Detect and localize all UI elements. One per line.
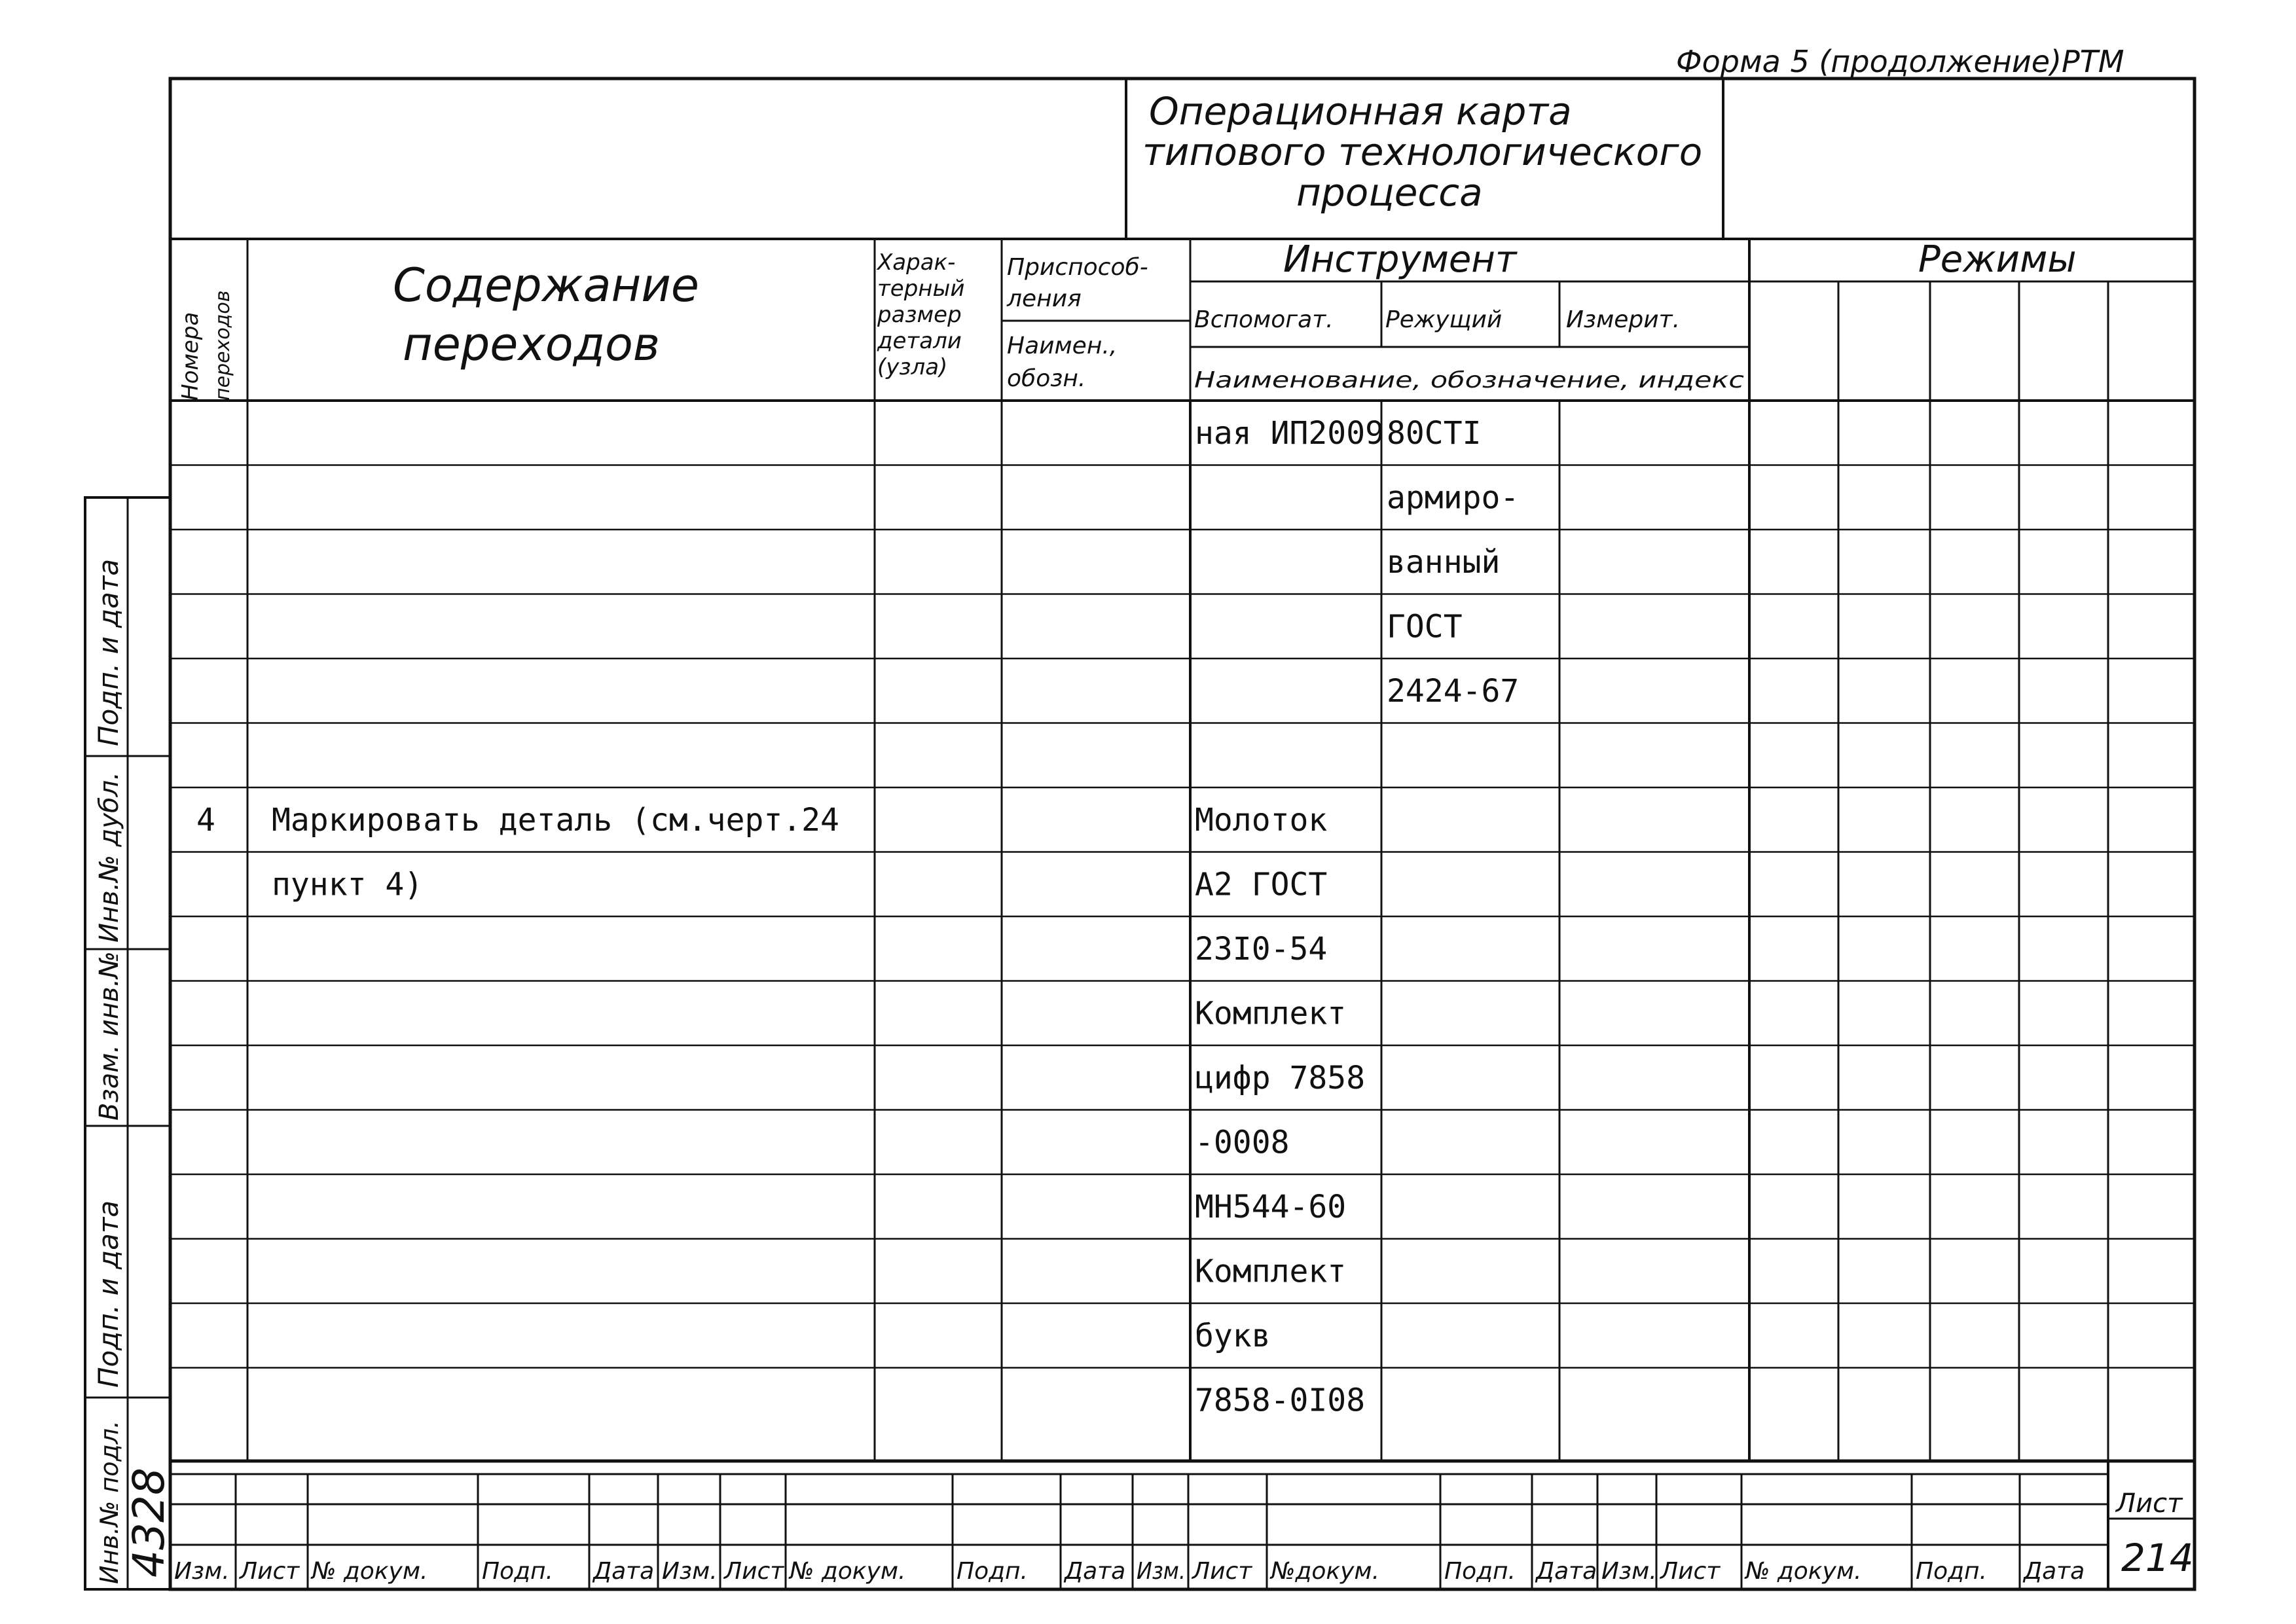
stamp-label: Дата [1536, 1558, 1597, 1585]
table-row [170, 594, 2195, 645]
side-label-dup-inv: Инв.№ дубл. [94, 772, 124, 943]
col-char-label-1: Харак- [877, 249, 956, 276]
stamp-label: Подп. [482, 1558, 553, 1585]
row-aux-tool-cell: 7858-0I08 [1195, 1382, 1366, 1419]
row-aux-tool-cell: -0008 [1195, 1124, 1290, 1161]
side-label-sign-date-1: Подп. и дата [92, 558, 124, 746]
stamp-label: Подп. [957, 1558, 1028, 1585]
stamp-label: № докум. [790, 1558, 906, 1585]
table-row [170, 787, 2195, 839]
table-row [170, 530, 2195, 581]
bottom-stamp [170, 1461, 2195, 1589]
row-aux-tool-cell: Комплект [1195, 1253, 1347, 1290]
stamp-label: Лист [1192, 1558, 1252, 1585]
stamp-label: Изм. [1137, 1558, 1186, 1585]
stamp-label: № докум. [312, 1558, 428, 1585]
stamp-label: № докум. [1745, 1558, 1862, 1585]
table-row [170, 1110, 2195, 1161]
stamp-label: Дата [1065, 1558, 1126, 1585]
table-row [170, 916, 2195, 967]
row-aux-tool-cell: ная ИП2009 [1195, 415, 1384, 452]
stamp-label: Изм. [174, 1558, 230, 1585]
table-row [170, 852, 2195, 903]
column-headers [170, 238, 2195, 401]
operations-table [170, 415, 2195, 1419]
row-cutting-tool-cell: 80СТI [1387, 415, 1482, 452]
stamp-label: Дата [593, 1558, 655, 1585]
stamp-label: Лист [724, 1558, 784, 1585]
stamp-label: Подп. [1444, 1558, 1516, 1585]
row-aux-tool-cell: цифр 7858 [1195, 1060, 1366, 1096]
col-fixture-label-1: Приспособ- [1007, 254, 1148, 281]
row-cutting-tool-cell: 2424-67 [1387, 673, 1520, 710]
body-grid [247, 239, 2108, 1461]
row-content-cell: Маркировать деталь (см.черт.24 [272, 802, 839, 839]
col-tool-meas: Измерит. [1566, 306, 1681, 333]
stamp-label: Подп. [1916, 1558, 1987, 1585]
title-line-2: типового технологического [1142, 130, 1703, 174]
table-row [170, 1368, 2195, 1419]
stamp-label: Дата [2024, 1558, 2085, 1585]
table-row [1195, 415, 1482, 452]
col-char-label-2: терный [877, 276, 965, 302]
sheet-label: Лист [2116, 1489, 2183, 1519]
stamp-label: Лист [240, 1558, 300, 1585]
row-aux-tool-cell: букв [1195, 1318, 1271, 1354]
table-row [170, 1045, 2195, 1096]
col-content-label-2: переходов [403, 317, 661, 371]
side-labels [85, 559, 174, 1584]
col-fixture-label-2: ления [1007, 285, 1082, 312]
sheet-number: 214 [2121, 1536, 2194, 1580]
col-fixture-sub-1: Наимен., [1007, 333, 1118, 359]
col-content-label-1: Содержание [393, 259, 699, 312]
title-line-3: процесса [1296, 170, 1483, 215]
inv-number: 4328 [124, 1468, 174, 1578]
col-char-label-3: размер [877, 302, 962, 328]
side-label-sign-date-2: Подп. и дата [92, 1200, 124, 1388]
stamp-label: №докум. [1271, 1558, 1380, 1585]
form-label: Форма 5 (продолжение)РТМ [1676, 44, 2124, 79]
col-tool-cut: Режущий [1385, 306, 1503, 333]
row-aux-tool-cell: Молоток [1195, 802, 1328, 839]
table-row [170, 981, 2195, 1032]
side-label-replace-inv: Взам. инв.№ [94, 951, 124, 1121]
title-block [170, 79, 2195, 239]
stamp-label: Лист [1660, 1558, 1721, 1585]
stamp-label: Изм. [1601, 1558, 1657, 1585]
side-label-orig-inv: Инв.№ подл. [95, 1420, 124, 1584]
col-num-label-2: переходов [211, 290, 234, 401]
col-char-label-5: (узла) [877, 354, 948, 380]
col-tool-aux: Вспомогат. [1194, 306, 1334, 333]
row-aux-tool-cell: МН544-60 [1195, 1189, 1347, 1225]
row-cutting-tool-cell: ванный [1387, 544, 1501, 581]
table-row [170, 1239, 2195, 1290]
col-tool-name: Наименование, обозначение, индекс [1194, 367, 1745, 393]
table-row [170, 465, 2195, 516]
col-char-label-4: детали [877, 328, 962, 354]
row-content-cell: пункт 4) [272, 866, 424, 903]
row-aux-tool-cell: 23I0-54 [1195, 931, 1328, 967]
table-row [170, 1303, 2195, 1354]
row-cutting-tool-cell: ГОСТ [1387, 608, 1463, 645]
row-num-cell: 4 [196, 802, 215, 839]
row-cutting-tool-cell: армиро- [1387, 479, 1520, 516]
stamp-label: Изм. [662, 1558, 718, 1585]
col-modes-label: Режимы [1918, 238, 2077, 281]
title-line-1: Операционная карта [1149, 89, 1572, 134]
table-row [170, 659, 2195, 710]
col-fixture-sub-2: обозн. [1007, 365, 1086, 392]
col-num-label-1: Номера [177, 312, 204, 401]
col-tool-label: Инструмент [1283, 238, 1517, 281]
row-aux-tool-cell: Комплект [1195, 995, 1347, 1032]
table-row [170, 1174, 2195, 1225]
row-aux-tool-cell: А2 ГОСТ [1195, 866, 1328, 903]
